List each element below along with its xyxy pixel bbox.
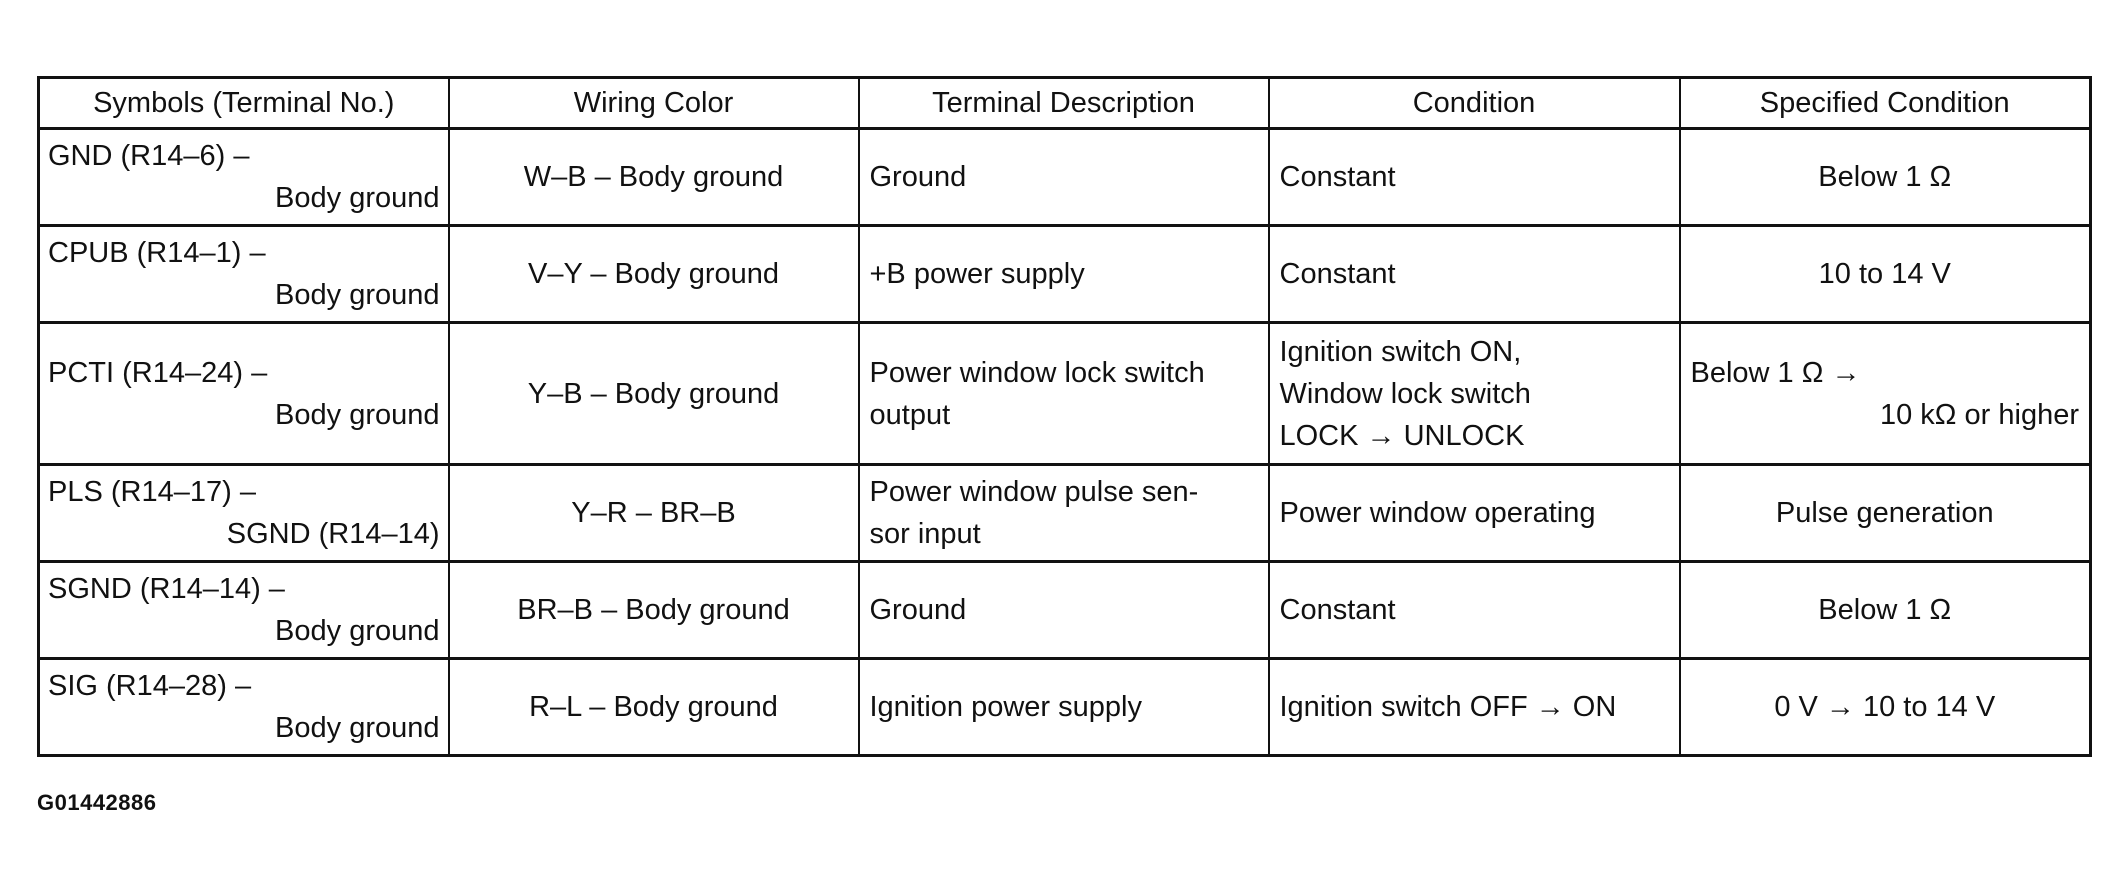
spec-line: Pulse generation: [1775, 497, 1994, 529]
header-terminal-description: Terminal Description: [859, 78, 1269, 129]
header-row: [39, 78, 2091, 129]
table-row: [39, 465, 2091, 562]
terminal-spec-table: [37, 76, 2092, 757]
symbol-cell: [39, 465, 449, 562]
table-row: [39, 129, 2091, 226]
description-line: sor input: [869, 518, 981, 550]
symbol-cell: [39, 129, 449, 226]
condition-cell: [1269, 226, 1680, 323]
description-line: Power window lock switch: [869, 356, 1205, 389]
condition-cell: [1269, 562, 1680, 659]
wiring-color-cell: W–B – Body ground: [449, 129, 859, 226]
condition-line: Window lock switch: [1279, 377, 1531, 410]
description-line: Ignition power supply: [869, 691, 1142, 723]
spec-line: 0 V → 10 to 14 V: [1774, 691, 1996, 723]
header-symbols: Symbols (Terminal No.): [39, 78, 449, 129]
terminal-description-cell: [859, 562, 1269, 659]
terminal-description-cell: [859, 226, 1269, 323]
symbol-ground: SGND (R14–14): [226, 518, 440, 550]
description-line: output: [869, 398, 951, 431]
description-line: +B power supply: [869, 258, 1085, 290]
table-row: [39, 562, 2091, 659]
specified-condition-cell: [1680, 226, 2091, 323]
specified-condition-cell: [1680, 129, 2091, 226]
condition-cell: [1269, 129, 1680, 226]
terminal-description-cell: [859, 659, 1269, 756]
spec-line: Below 1 Ω: [1818, 594, 1952, 626]
symbol-cell: [39, 226, 449, 323]
wiring-color-cell: BR–B – Body ground: [449, 562, 859, 659]
table-body: [39, 129, 2091, 756]
condition-cell: [1269, 323, 1680, 465]
symbol-cell: [39, 562, 449, 659]
symbol-terminal: CPUB (R14–1) –: [48, 237, 266, 269]
figure-code: G01442886: [37, 790, 157, 815]
wiring-color-cell: Y–R – BR–B: [449, 465, 859, 562]
condition-cell: [1269, 659, 1680, 756]
symbol-cell: [39, 323, 449, 465]
terminal-description-cell: [859, 323, 1269, 465]
header-condition: Condition: [1269, 78, 1680, 129]
symbol-terminal: PCTI (R14–24) –: [48, 356, 268, 389]
description-line: Ground: [869, 161, 967, 193]
condition-line: Ignition switch ON,: [1279, 335, 1522, 368]
symbol-cell: [39, 659, 449, 756]
header-specified-condition: Specified Condition: [1680, 78, 2091, 129]
terminal-description-cell: [859, 129, 1269, 226]
condition-line: Ignition switch OFF → ON: [1279, 691, 1617, 723]
specified-condition-cell: [1680, 323, 2091, 465]
spec-line: 10 kΩ or higher: [1879, 398, 2079, 431]
specified-condition-cell: [1680, 562, 2091, 659]
wiring-color-cell: Y–B – Body ground: [449, 323, 859, 465]
condition-line: Constant: [1279, 258, 1396, 290]
symbol-terminal: SIG (R14–28) –: [48, 670, 252, 702]
table-header: [39, 78, 2091, 129]
spec-line: 10 to 14 V: [1818, 258, 1951, 290]
symbol-ground: Body ground: [275, 279, 440, 311]
symbol-terminal: PLS (R14–17) –: [48, 476, 256, 508]
description-line: Ground: [869, 594, 967, 626]
wiring-color-cell: R–L – Body ground: [449, 659, 859, 756]
symbol-ground: Body ground: [275, 615, 440, 647]
table-row: [39, 659, 2091, 756]
spec-line: Below 1 Ω →: [1690, 356, 1861, 389]
wiring-color-cell: V–Y – Body ground: [449, 226, 859, 323]
symbol-ground: Body ground: [275, 712, 440, 744]
symbol-terminal: GND (R14–6) –: [48, 140, 250, 172]
specified-condition-cell: [1680, 465, 2091, 562]
symbol-ground: Body ground: [275, 398, 440, 431]
header-wiring-color: Wiring Color: [449, 78, 859, 129]
table-row: [39, 226, 2091, 323]
condition-line: LOCK → UNLOCK: [1279, 419, 1525, 452]
condition-cell: [1269, 465, 1680, 562]
spec-line: Below 1 Ω: [1818, 161, 1952, 193]
description-line: Power window pulse sen-: [869, 476, 1199, 508]
specified-condition-cell: [1680, 659, 2091, 756]
table-row: [39, 323, 2091, 465]
condition-line: Constant: [1279, 594, 1396, 626]
terminal-description-cell: [859, 465, 1269, 562]
symbol-terminal: SGND (R14–14) –: [48, 573, 285, 605]
condition-line: Constant: [1279, 161, 1396, 193]
symbol-ground: Body ground: [275, 182, 440, 214]
condition-line: Power window operating: [1279, 497, 1596, 529]
